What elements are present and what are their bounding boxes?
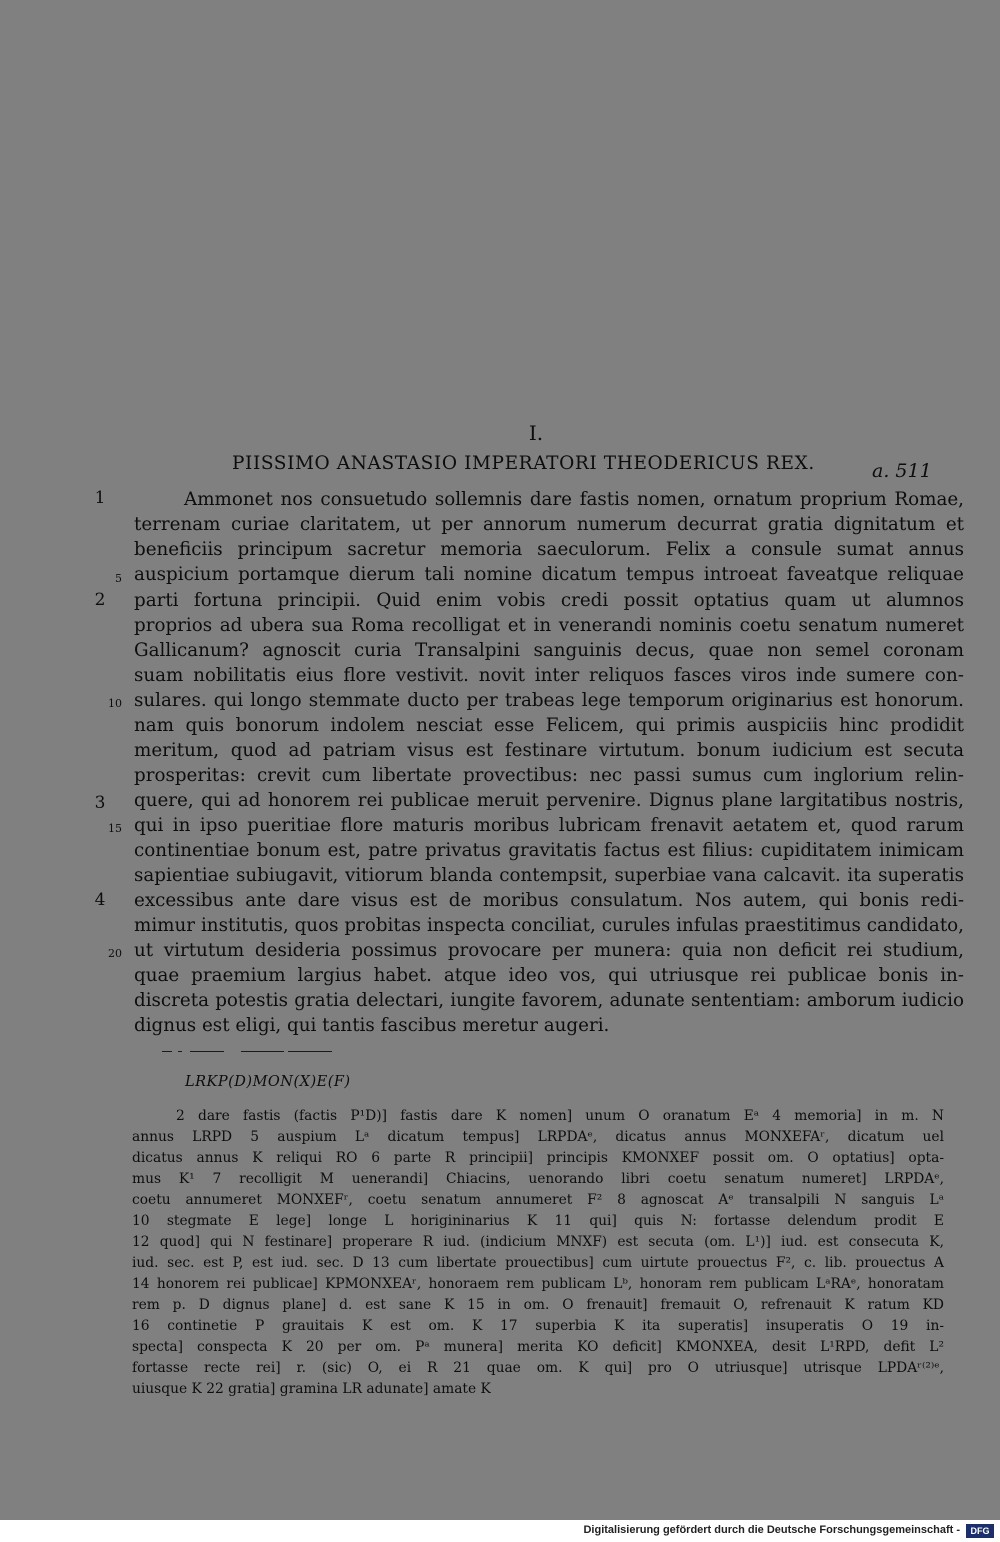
line-number: 15 (108, 822, 122, 835)
apparatus-line: dicatus annus K reliqui RO 6 parte R principii] principis KMONXEF possit om. O optatius] opta- (132, 1150, 944, 1166)
apparatus-line: rem p. D dignus plane] d. est sane K 15 in om. O frenauit] fremauit O, refrenauit K ratum KD (132, 1297, 944, 1313)
line-number: 20 (108, 947, 122, 960)
separator-rule (241, 1051, 284, 1052)
document-number: I. (528, 421, 544, 445)
apparatus-line: mus K¹ 7 recolligit M uenerandi] Chiacins, uenorando libri coetu senatum numeret] LRPDAᵉ, (132, 1171, 944, 1187)
text-line: nam quis bonorum indolem nesciat esse Felicem, qui primis auspiciis hinc prodidit (134, 715, 964, 736)
document-title: PIISSIMO ANASTASIO IMPERATORI THEODERICUS REX. (232, 453, 815, 474)
text-line: dignus est eligi, qui tantis fascibus meretur augeri. (134, 1015, 610, 1036)
text-line: parti fortuna principii. Quid enim vobis credi possit optatius quam ut alumnos (134, 590, 964, 611)
apparatus-line: 14 honorem rei publicae] KPMONXEAʳ, honoraem rem publicam Lᵇ, honoram rem publicam LᵃRAᵉ, honoratam (132, 1276, 944, 1292)
line-number: 10 (108, 697, 122, 710)
separator-rule (162, 1051, 172, 1052)
text-line: proprios ad ubera sua Roma recolligat et in venerandi nominis coetu senatum numeret (134, 615, 964, 636)
section-number: 1 (94, 488, 106, 508)
apparatus-line: specta] conspecta K 20 per om. Pᵃ munera] merita KO deficit] KMONXEA, desit L¹RPD, defit L² (132, 1339, 944, 1355)
text-line: qui in ipso pueritiae flore maturis moribus lubricam frenavit aetatem et, quod rarum (134, 815, 964, 836)
text-line: sulares. qui longo stemmate ducto per trabeas lege temporum originarius est honorum. (134, 690, 964, 711)
text-line: Gallicanum? agnoscit curia Transalpini sanguinis decus, quae non semel coronam (134, 640, 964, 661)
line-number: 5 (115, 572, 122, 585)
text-line: terrenam curiae claritatem, ut per annorum numerum decurrat gratia dignitatum et (134, 514, 964, 535)
apparatus-line: iud. sec. est P, est iud. sec. D 13 cum libertate prouectibus] cum uirtute prouectus F², c. lib. prouectus A (132, 1255, 944, 1271)
apparatus-line: 2 dare fastis (factis P¹D)] fastis dare K nomen] unum O oranatum Eᵃ 4 memoria] in m. N (176, 1108, 944, 1124)
text-line: auspicium portamque dierum tali nomine dicatum tempus introeat faveatque reliquae (134, 564, 964, 585)
apparatus-line: fortasse recte rei] r. (sic) O, ei R 21 quae om. K qui] pro O utriusque] utrisque LPDAʳ⁽²⁾ᵉ, (132, 1360, 944, 1376)
apparatus-line: 12 quod] qui N festinare] properare R iud. (indicium MNXF) est secuta (om. L¹)] iud. est consecuta K, (132, 1234, 944, 1250)
text-line: ut virtutum desideria possimus provocare per munera: quia non deficit rei studium, (134, 940, 964, 961)
separator-rule (190, 1051, 224, 1052)
date-note: a. 511 (872, 460, 932, 482)
text-line: meritum, quod ad patriam visus est festinare virtutum. bonum iudicium est secuta (134, 740, 964, 761)
funding-notice: Digitalisierung gefördert durch die Deutsche Forschungsgemeinschaft - (583, 1524, 960, 1536)
separator-rule (178, 1051, 182, 1052)
text-line: quae praemium largius habet. atque ideo vos, qui utriusque rei publicae bonis in- (134, 965, 964, 986)
section-number: 4 (94, 890, 106, 910)
text-line: beneficiis principum sacretur memoria saeculorum. Felix a consule sumat annus (134, 539, 964, 560)
text-line: suam nobilitatis eius flore vestivit. novit inter reliquos fasces viros inde sumere con- (134, 665, 964, 686)
dfg-logo[interactable]: DFG (966, 1524, 994, 1538)
text-line: prosperitas: crevit cum libertate provectibus: nec passi sumus cum inglorium relin- (134, 765, 964, 786)
text-line: sapientiae subiugavit, vitiorum blanda contempsit, superbiae vana calcavit. ita superatis (134, 865, 964, 886)
apparatus-line: uiusque K 22 gratia] gramina LR adunate] amate K (132, 1381, 491, 1397)
text-line: discreta potestis gratia delectari, iungite favorem, adunate sententiam: amborum iudicio (134, 990, 964, 1011)
manuscript-sigla: LRKP(D)MON(X)E(F) (185, 1074, 351, 1090)
text-line: quere, qui ad honorem rei publicae meruit pervenire. Dignus plane largitatibus nostris, (134, 790, 964, 811)
text-line: excessibus ante dare visus est de moribus consulatum. Nos autem, qui bonis redi- (134, 890, 964, 911)
separator-rule (288, 1051, 332, 1052)
text-line: Ammonet nos consuetudo sollemnis dare fastis nomen, ornatum proprium Romae, (184, 489, 964, 510)
text-line: continentiae bonum est, patre privatus gravitatis factus est filius: cupiditatem inimicam (134, 840, 964, 861)
section-number: 2 (94, 590, 106, 610)
section-number: 3 (94, 793, 106, 813)
apparatus-line: annus LRPD 5 auspium Lᵃ dicatum tempus] LRPDAᵉ, dicatus annus MONXEFAʳ, dicatum uel (132, 1129, 944, 1145)
apparatus-line: coetu annumeret MONXEFʳ, coetu senatum annumeret F² 8 agnoscat Aᵉ transalpili N sanguis Lᵃ (132, 1192, 944, 1208)
apparatus-line: 10 stegmate E lege] longe L horigininarius K 11 qui] quis N: fortasse delendum prodit E (132, 1213, 944, 1229)
apparatus-line: 16 continetie P grauitais K est om. K 17 superbia K ita superatis] insuperatis O 19 in- (132, 1318, 944, 1334)
text-line: mimur institutis, quos probitas inspecta conciliat, curules infulas praestitimus candidato, (134, 915, 964, 936)
footer-bar (0, 1520, 1000, 1542)
